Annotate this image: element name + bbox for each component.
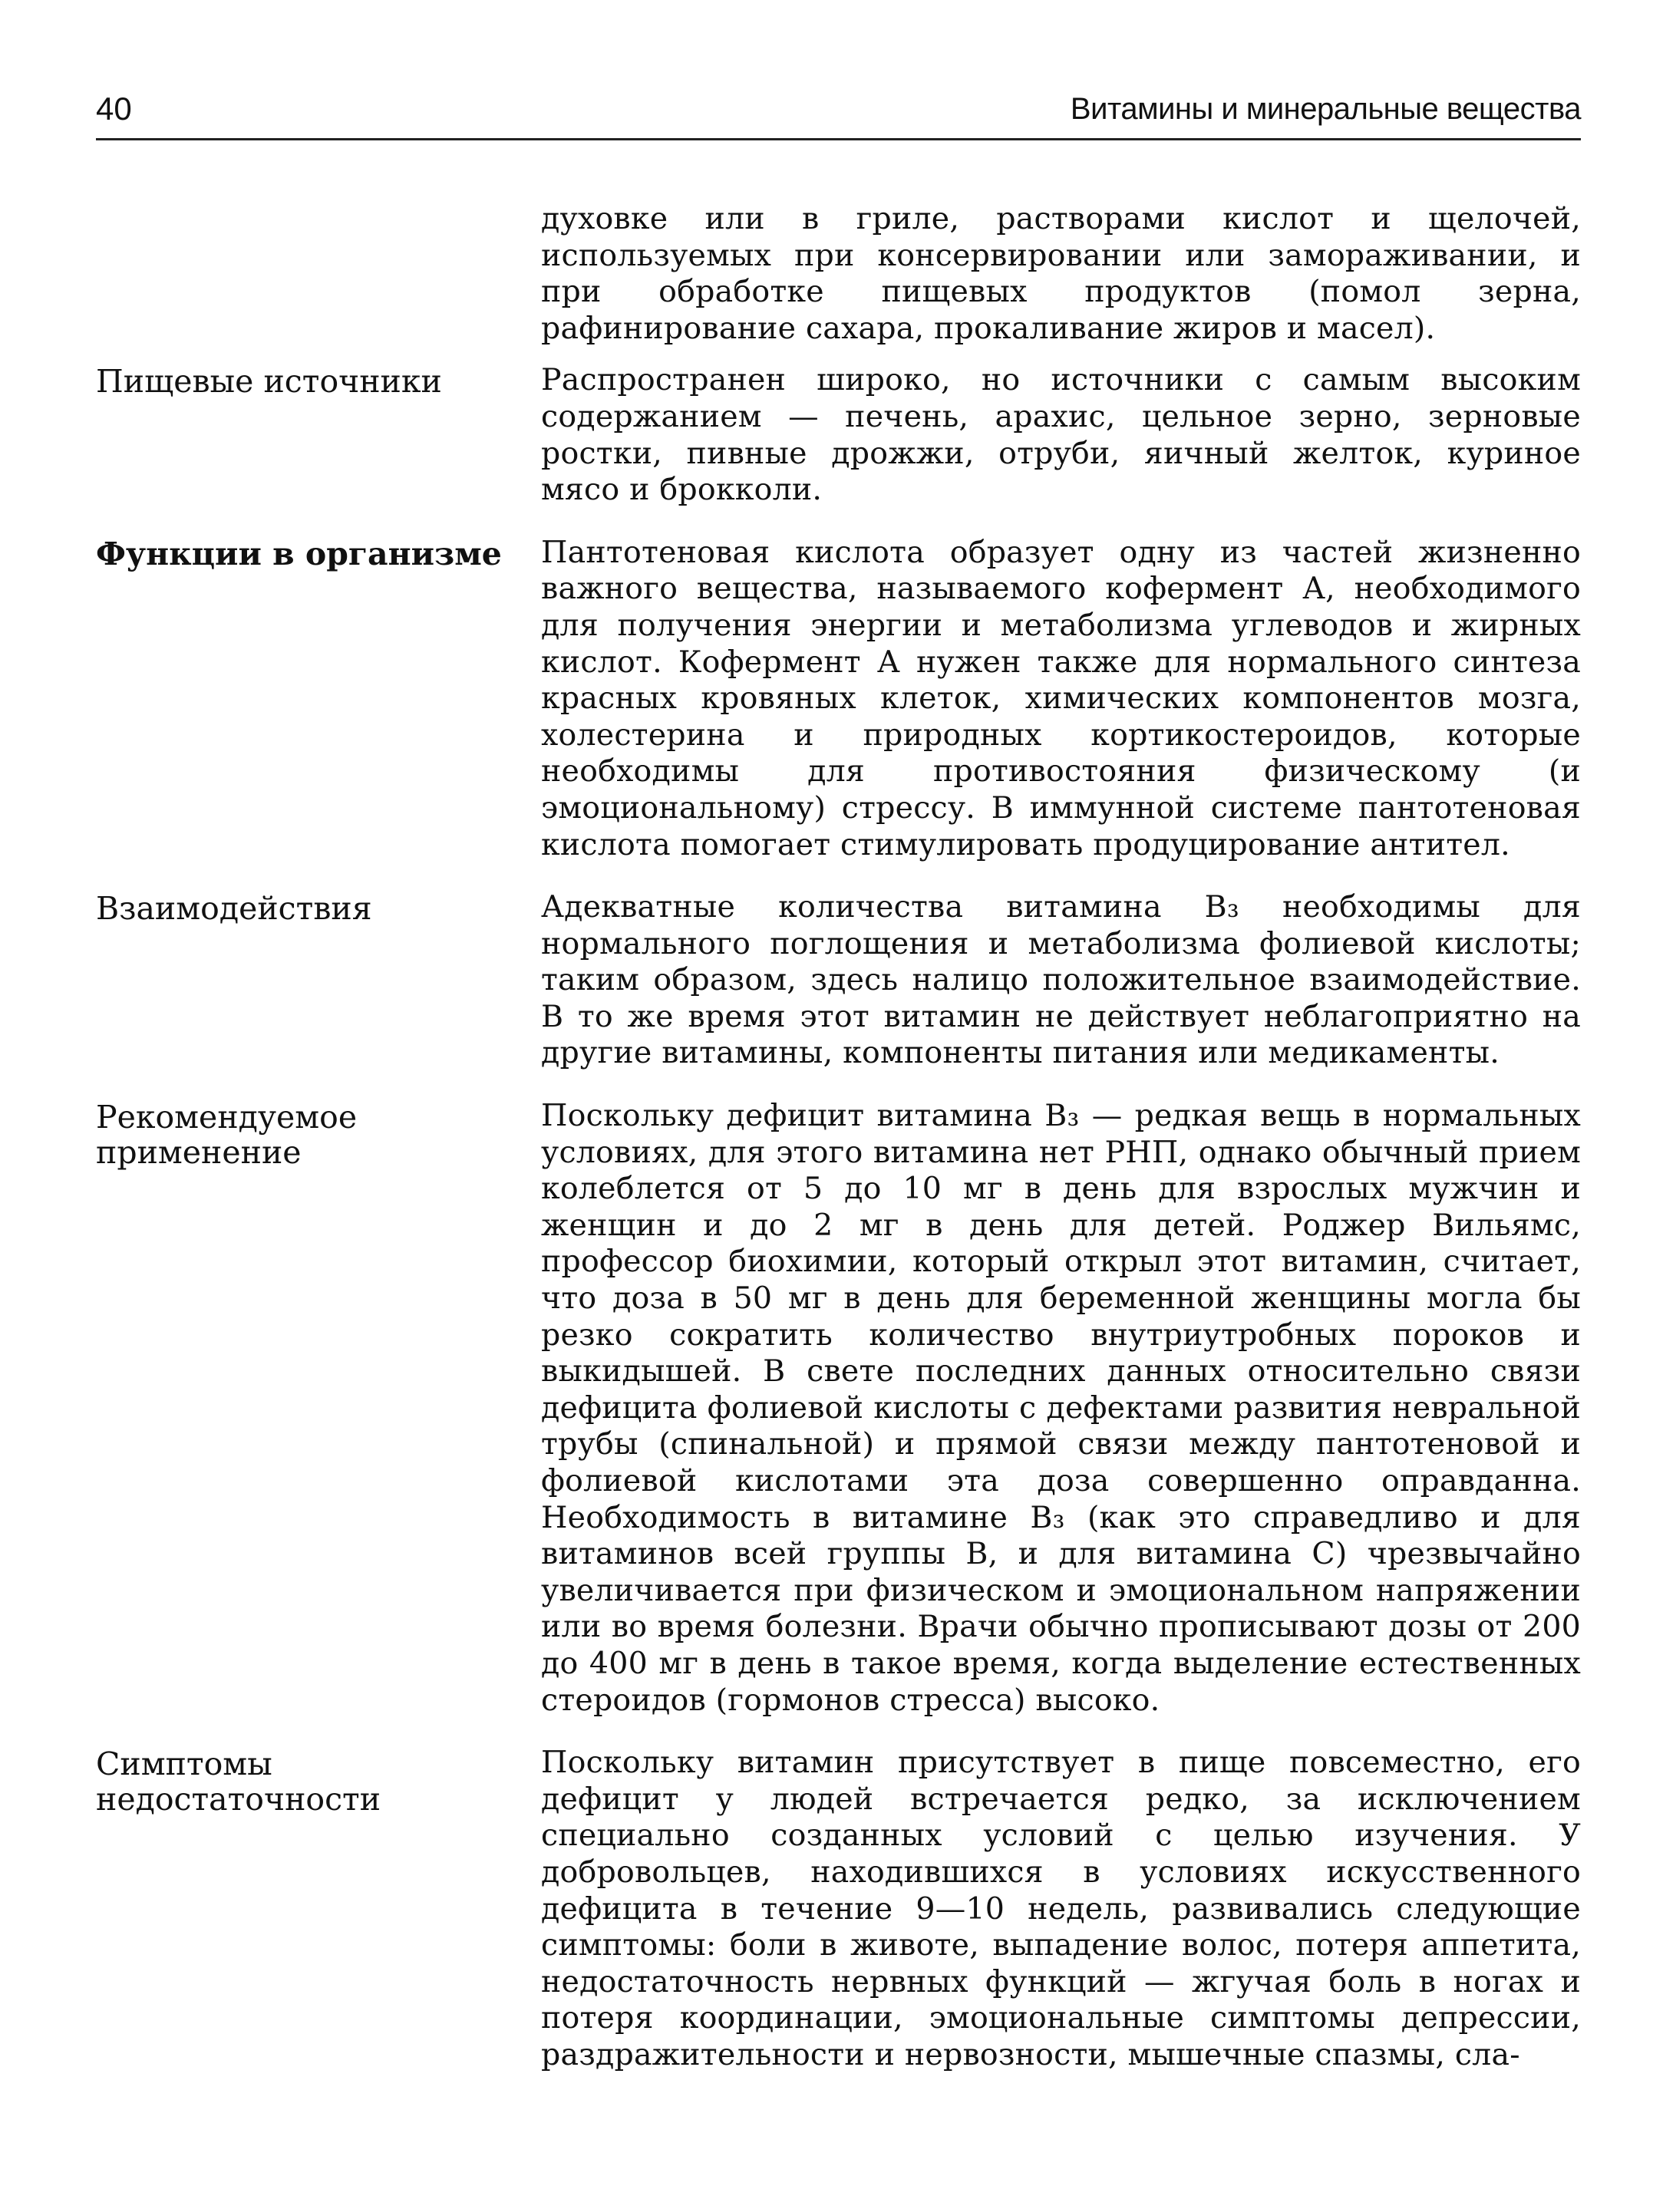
- section-text-recommended-use: Поскольку дефицит витамина B₃ — редкая вещь в нормальных условиях, для этого витамина нет РНП, однако обычный прием колеблется от 5 до 10 мг в день для взрослых мужчин и женщин и до 2 мг в день для детей. Роджер Вильямс, профессор биохимии, который открыл этот витамин, считает, что доза в 50 мг в день для беременной женщины могла бы резко сократить количество внутриутробных пороков и выкидышей. В свете последних данных относительно связи дефицита фолиевой кислоты с дефектами развития невральной трубы (спинальной) и прямой связи между пантотеновой и фолиевой кислотами эта доза совершенно оправданна. Необходимость в витамине B₃ (как это справедливо и для витаминов всей группы B, и для витамина C) чрезвычайно увеличивается при физическом и эмоциональном напряжении или во время болезни. Врачи обычно прописывают дозы от 200 до 400 мг в день в такое время, когда выделение естественных стероидов (гормонов стресса) высоко.: [541, 1098, 1581, 1718]
- running-title: Витамины и минеральные вещества: [1070, 92, 1581, 126]
- section-deficiency-symptoms: [96, 1745, 1581, 2073]
- section-functions: [96, 535, 1581, 863]
- content-body: [96, 201, 1581, 2100]
- section-label-functions: Функции в организме: [96, 535, 502, 572]
- header-rule: [96, 138, 1581, 140]
- section-text-deficiency-symptoms: Поскольку витамин присутствует в пище повсеместно, его дефицит у людей встречается редко, за исключением специально созданных условий с целью изучения. У добровольцев, находившихся в условиях искусственного дефицита в течение 9—10 недель, развивались следующие симптомы: боли в животе, выпадение волос, потеря аппетита, недостаточность нервных функций — жгучая боль в ногах и потеря координации, эмоциональные симптомы депрессии, раздражительности и нервозности, мышечные спазмы, сла-: [541, 1745, 1581, 2072]
- section-label-food-sources: Пищевые источники: [96, 363, 442, 401]
- section-text-interactions: Адекватные количества витамина B₃ необходимы для нормального поглощения и метаболизма фолиевой кислоты; таким образом, здесь налицо положительное взаимодействие. В то же время этот витамин не действует неблагоприятно на другие витамины, компоненты питания или медикаменты.: [541, 889, 1581, 1071]
- page-number: 40: [96, 91, 132, 127]
- section-label-deficiency-symptoms: Симптомы недостаточности: [96, 1746, 381, 1818]
- continuation-text: духовке или в гриле, растворами кислот и щелочей, используемых при консервировании или замораживании, и при обработке пищевых продуктов (помол зерна, рафинирование сахара, прокаливание жиров и масел).: [541, 201, 1581, 346]
- section-text-functions: Пантотеновая кислота образует одну из частей жизненно важного вещества, называемого кофермент А, необходимого для получения энергии и метаболизма углеводов и жирных кислот. Кофермент А нужен также для нормального синтеза красных кровяных клеток, химических компонентов мозга, холестерина и природных кортикостероидов, которые необходимы для противостояния физическому (и эмоциональному) стрессу. В иммунной системе пантотеновая кислота помогает стимулировать продуцирование антител.: [541, 534, 1581, 862]
- section-interactions: [96, 889, 1581, 1072]
- section-recommended-use: [96, 1098, 1581, 1719]
- continuation-label-spacer: [96, 201, 541, 203]
- section-label-interactions: Взаимодействия: [96, 890, 372, 928]
- section-label-recommended-use: Рекомендуемое применение: [96, 1099, 358, 1172]
- page-header: [96, 86, 1581, 140]
- continuation-block: [96, 201, 1581, 347]
- section-text-food-sources: Распространен широко, но источники с самым высоким содержанием — печень, арахис, цельное зерно, зерновые ростки, пивные дрожжи, отруби, яичный желток, куриное мясо и брокколи.: [541, 362, 1581, 508]
- section-food-sources: [96, 362, 1581, 508]
